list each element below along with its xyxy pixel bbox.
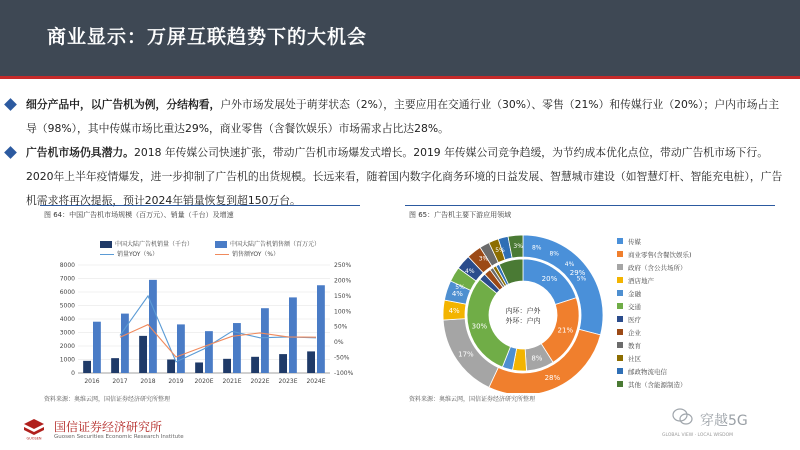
bullet-2-lead: 广告机市场仍具潜力。 (26, 146, 134, 159)
y-left-tick-label: 7000 (59, 275, 75, 283)
legend-sales-volume (100, 239, 193, 248)
legend-swatch (617, 342, 623, 348)
figure-64-source: 资料来源：奥维云网，国信证券经济研究所整理 (44, 396, 171, 403)
y-right-tick-label: 50% (334, 323, 348, 331)
y-left-tick-label: 8000 (59, 262, 75, 269)
outer-small-label: 5% (495, 246, 505, 254)
bullet-2 (26, 141, 786, 213)
figure-65-caption: 图 65：广告机主要下游应用领域 (405, 205, 775, 223)
donut-center-label: 外环：户内 (505, 317, 541, 325)
legend-swatch (617, 277, 623, 283)
legend-swatch (617, 264, 623, 270)
header-accent-line (0, 76, 800, 79)
legend-swatch (617, 303, 623, 309)
outer-small-label: 5% (455, 283, 465, 291)
legend-swatch (617, 329, 623, 335)
outer-small-label: 5% (576, 275, 587, 283)
company-name-cn: 国信证券经济研究所 (54, 420, 163, 434)
donut-chart (405, 223, 775, 393)
legend-swatch (617, 290, 623, 296)
x-tick-label: 2024E (306, 378, 326, 385)
outer-small-label: 4% (564, 261, 575, 269)
legend-label: 其他（含能源制造） (628, 381, 687, 389)
outer-small-label: 3% (513, 243, 523, 251)
outer-small-label: 8% (549, 250, 560, 258)
legend-label: 中国大陆广告机销量（千台） (115, 241, 194, 248)
y-right-tick-label: 0% (334, 339, 344, 347)
bar-revenue (261, 308, 269, 373)
legend-swatch (100, 241, 112, 248)
outer-ring-label: 29% (569, 269, 586, 278)
inner-ring-label: 20% (541, 275, 558, 284)
bar-revenue (233, 323, 241, 373)
y-left-tick-label: 2000 (59, 343, 75, 350)
outer-small-label: 3% (478, 255, 489, 263)
inner-ring-label: 30% (471, 322, 488, 331)
x-tick-label: 2016 (84, 378, 100, 385)
legend-swatch (617, 251, 623, 257)
x-tick-label: 2017 (112, 378, 128, 385)
legend-sales-revenue (215, 239, 320, 248)
figure-65-source: 资料来源：奥维云网，国信证券经济研究所整理 (409, 396, 536, 403)
bullet-1-text (26, 93, 786, 141)
bar-volume (111, 358, 119, 373)
bar-volume (223, 359, 231, 373)
page-title: 商业显示：万屏互联趋势下的大机会 (47, 26, 368, 48)
watermark-text: 穿越5G (700, 413, 748, 429)
legend-label: 政府（含公共场所） (628, 264, 687, 272)
diamond-bullet-icon (4, 146, 17, 159)
header-banner (0, 0, 800, 76)
legend-label: 金融 (628, 290, 641, 298)
bullet-1-body: 户外市场发展处于萌芽状态（2%），主要应用在交通行业（30%）、零售（21%）和传媒行业（20%）；户内市场占主导（98%），其中传媒市场比重达29%，商业零售（含餐饮娱乐）市场需求占比达28%。 (26, 98, 780, 135)
figure-64-panel (40, 205, 360, 405)
legend-label: 交通 (628, 303, 641, 311)
bar-volume (139, 336, 147, 373)
bar-revenue (93, 322, 101, 373)
bar-volume (195, 362, 203, 373)
company-name-en: Guosen Securities Economic Research Institute (54, 434, 184, 440)
legend-swatch (617, 238, 623, 244)
bullet-1 (26, 93, 786, 141)
y-left-tick-label: 3000 (59, 329, 75, 337)
legend-swatch (617, 355, 623, 361)
outer-ring-label: 28% (544, 373, 561, 382)
bar-volume (279, 354, 287, 373)
legend-label: 医疗 (628, 316, 641, 324)
y-left-tick-label: 5000 (59, 302, 75, 310)
y-right-tick-label: 250% (334, 262, 352, 269)
y-right-tick-label: -50% (334, 354, 350, 362)
legend-label: 企业 (628, 329, 641, 337)
outer-ring-label: 4% (448, 307, 460, 316)
bar-revenue (289, 297, 297, 373)
bar-revenue (317, 285, 325, 373)
bullet-2-text (26, 141, 786, 213)
x-tick-label: 2020E (194, 378, 214, 385)
legend-swatch (617, 381, 623, 387)
legend-label: 中国大陆广告机销售额（百万元） (230, 241, 321, 248)
legend-label: 商业零售(含餐饮娱乐) (628, 251, 692, 259)
y-right-tick-label: 100% (334, 308, 352, 316)
y-right-tick-label: -100% (334, 370, 354, 377)
bar-volume (83, 361, 91, 373)
donut-center-label: 内环：户外 (505, 307, 541, 315)
donut-hole (490, 282, 556, 348)
legend-label: 销量YOY（%） (117, 251, 159, 258)
diamond-bullet-icon (4, 98, 17, 111)
legend-label: 酒店地产 (628, 277, 654, 285)
x-tick-label: 2018 (140, 378, 156, 385)
outer-small-label: 4% (465, 268, 475, 276)
wechat-watermark-icon (672, 408, 694, 426)
bullet-2-body: 2018 年传媒公司快速扩张，带动广告机市场爆发式增长。2019 年传媒公司竞争趋缓，为节约成本优化点位，带动广告机市场下行。2020年上半年疫情爆发，进一步抑制了广告机的出货规模。长远来看，随着国内数字化商务环境的日益发展、智慧城市建设（如智慧灯杆、智能充电桩），广告机需求将再次提振，预计2024年销量恢复到超150万台。 (26, 146, 783, 207)
y-left-tick-label: 6000 (59, 289, 75, 296)
outer-small-label: 8% (531, 244, 542, 252)
x-tick-label: 2019 (168, 378, 184, 385)
legend-label: 社区 (628, 355, 641, 363)
y-right-tick-label: 150% (334, 292, 352, 300)
bar-revenue (205, 331, 213, 373)
inner-ring-label: 8% (531, 354, 543, 363)
legend-swatch (617, 316, 623, 322)
bar-revenue (177, 324, 185, 373)
bar-volume (167, 360, 175, 374)
outer-ring-label: 17% (458, 350, 474, 359)
x-tick-label: 2023E (278, 378, 298, 385)
guosen-logo-icon (22, 418, 46, 440)
bar-volume (307, 351, 315, 373)
y-left-tick-label: 1000 (59, 356, 75, 364)
x-tick-label: 2021E (222, 378, 242, 385)
legend-label: 教育 (628, 342, 641, 350)
legend-swatch (215, 241, 227, 248)
bar-revenue (121, 314, 129, 373)
y-right-tick-label: 200% (334, 277, 352, 285)
legend-label: 邮政物流电信 (628, 368, 667, 376)
bar-line-chart (40, 255, 360, 405)
legend-label: 传媒 (628, 238, 641, 246)
watermark-subtext: GLOBAL VIEW · LOCAL WISDOM (662, 433, 734, 438)
x-tick-label: 2022E (250, 378, 270, 385)
bar-volume (251, 357, 259, 373)
inner-ring-label: 21% (557, 326, 574, 335)
figure-64-caption: 图 64：中国广告机市场规模（百万元）、销量（千台）及增速 (40, 205, 360, 223)
outer-ring-label: 4% (451, 290, 463, 299)
bullet-1-lead: 细分产品中，以广告机为例，分结构看， (26, 98, 221, 111)
legend-label: 销售额YOY（%） (232, 251, 280, 258)
y-left-tick-label: 0 (71, 370, 75, 377)
logo-text: GUOSEN (26, 436, 42, 440)
figure-65-panel (405, 205, 775, 405)
y-left-tick-label: 4000 (59, 316, 75, 323)
legend-swatch (617, 368, 623, 374)
